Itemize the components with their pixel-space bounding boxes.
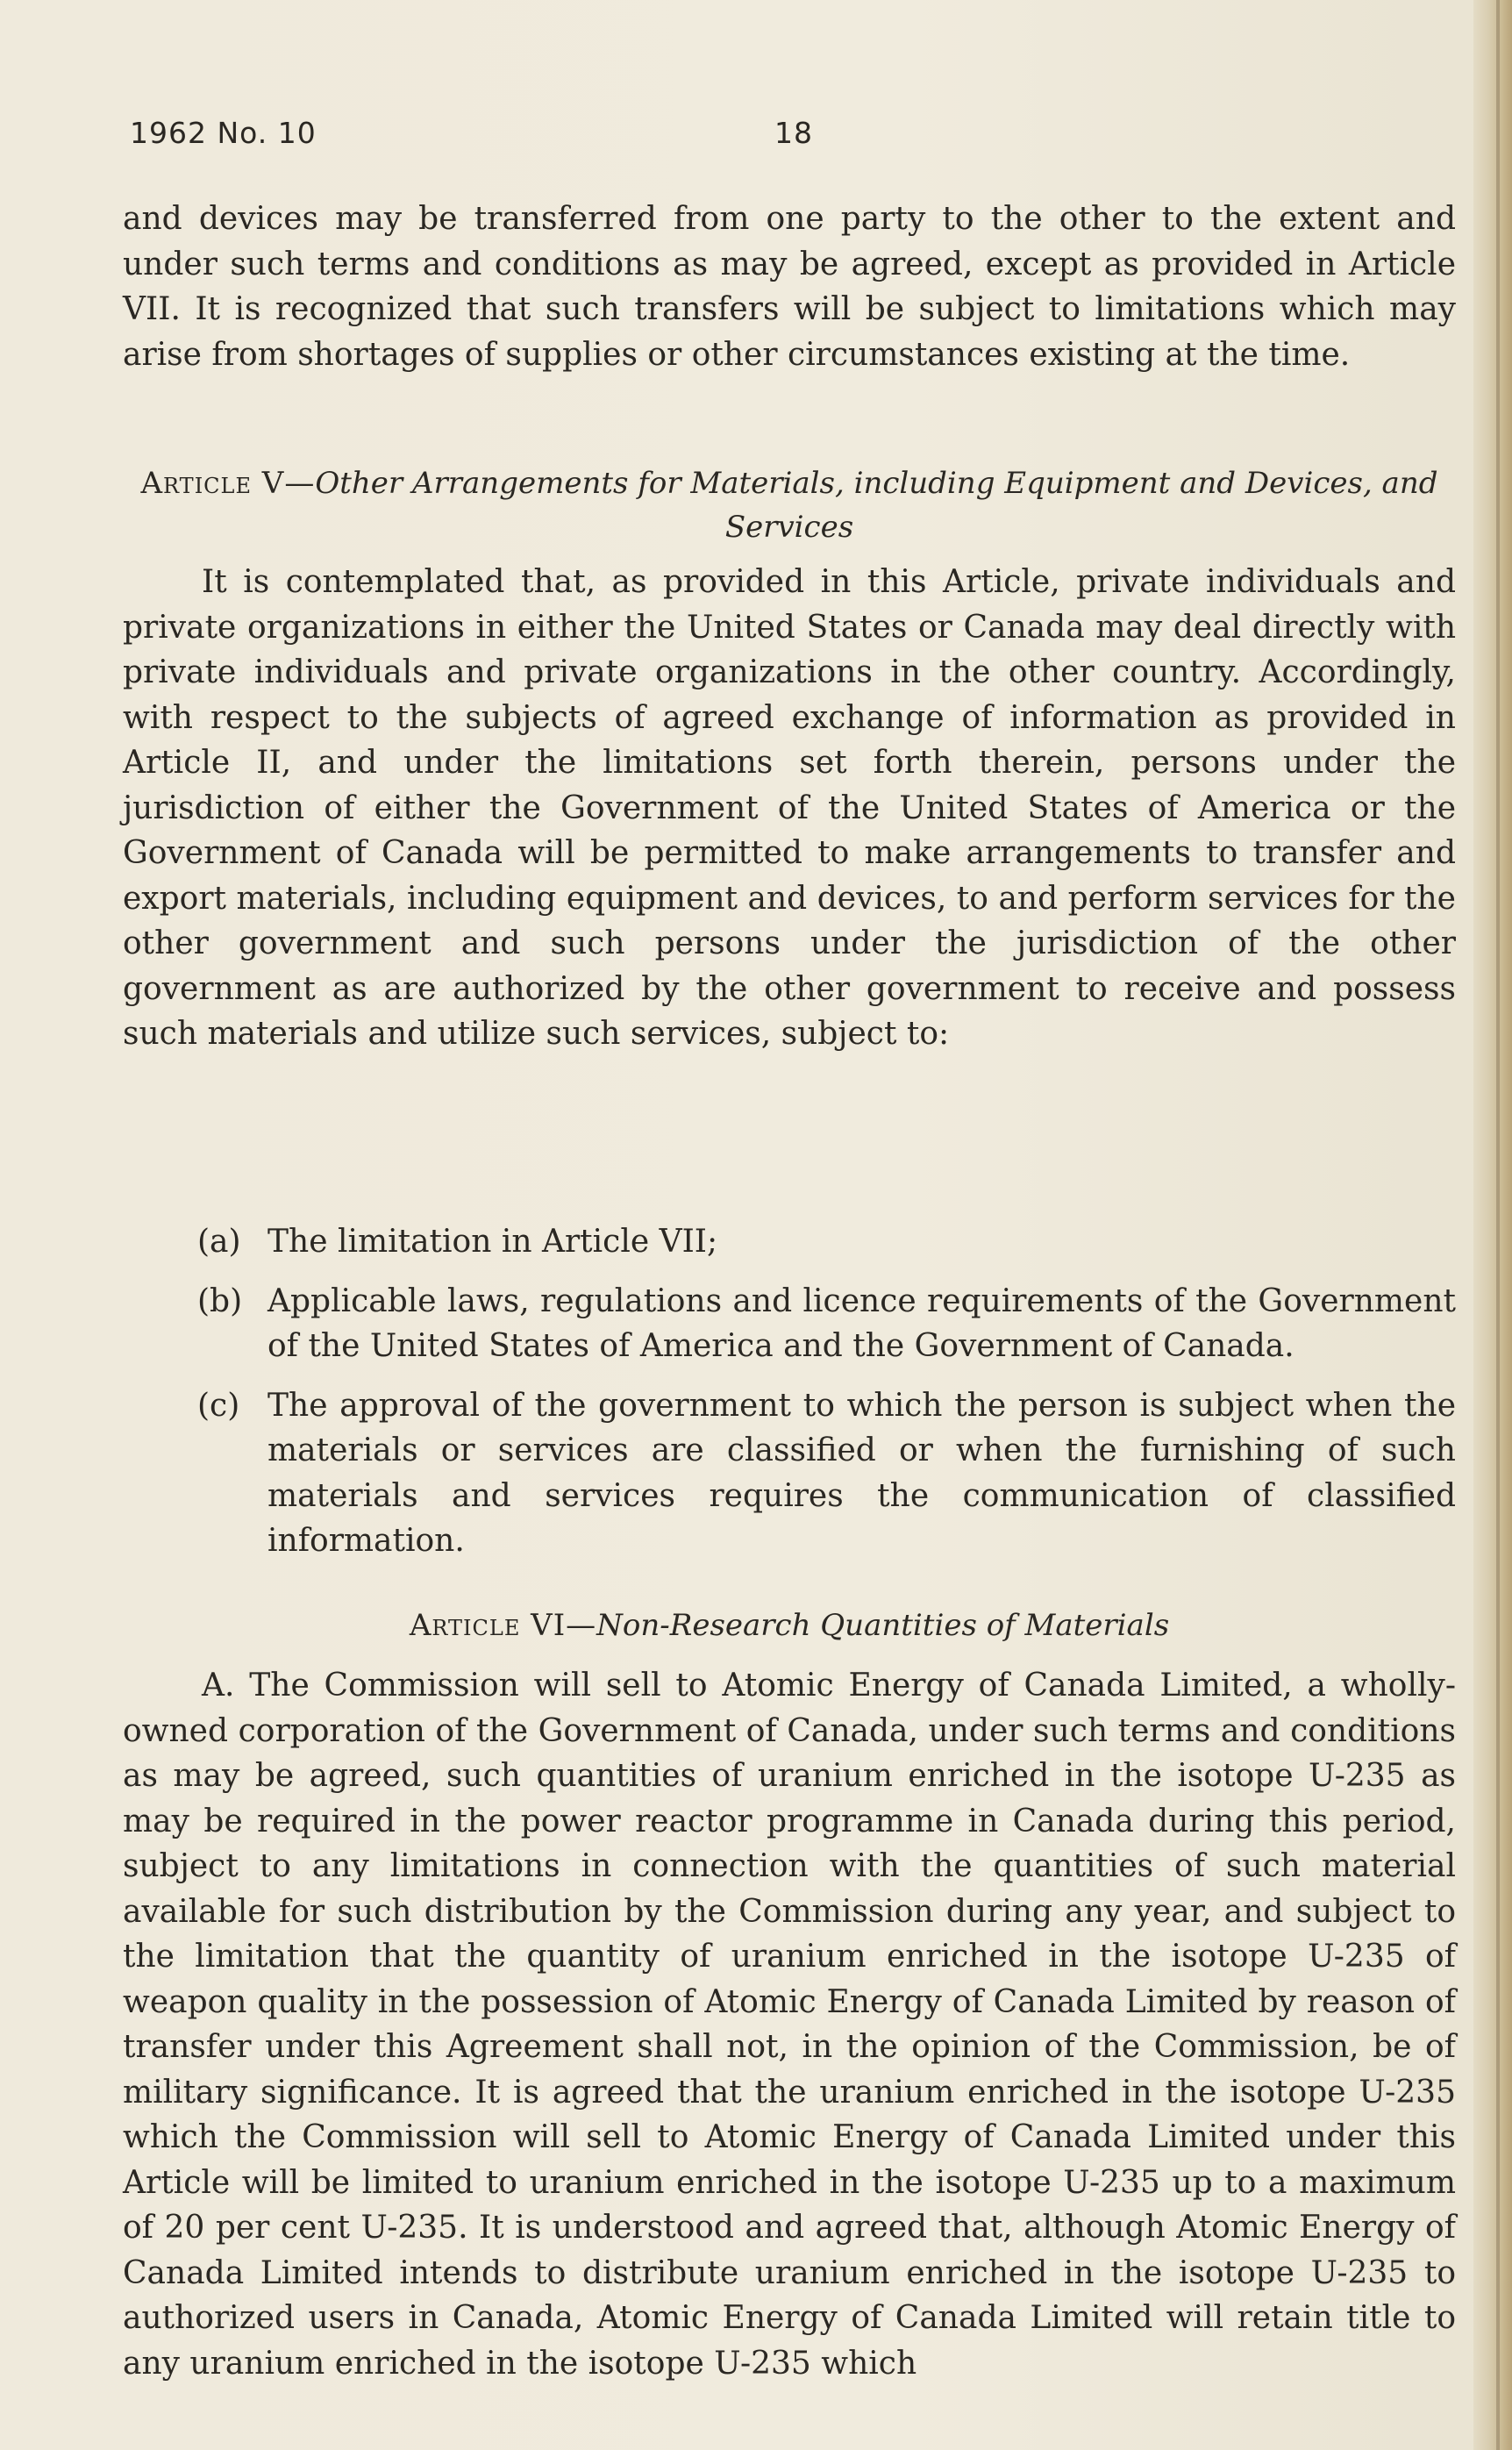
page-edge (1473, 0, 1512, 2450)
list-item-label: (a) (197, 1224, 241, 1260)
article-v-label: Article V— (140, 466, 316, 501)
list-item-text: Applicable laws, regulations and licence requirements of the Government of the United States of America and the Government of Canada. (267, 1282, 1456, 1364)
list-item-text: The limitation in Article VII; (267, 1224, 718, 1260)
list-item (197, 1219, 1456, 1265)
article-v-heading (140, 461, 1438, 549)
list-item-label: (b) (197, 1282, 243, 1319)
article-v-title: Other Arrangements for Materials, including Equipment and Devices, and Services (315, 466, 1438, 545)
article-vi-paragraph: A. The Commission will sell to Atomic Energy of Canada Limited, a wholly-owned corporation of the Government of Canada, under such terms and conditions as may be agreed, such quantities of uranium enriched in the isotope U-235 as may be required in the power reactor programme in Canada during this period, subject to any limitations in connection with the quantities of such material available for such distribution by the Commission during any year, and subject to the limitation that the quantity of uranium enriched in the isotope U-235 of weapon quality in the possession of Atomic Energy of Canada Limited by reason of transfer under this Agreement shall not, in the opinion of the Commission, be of military significance. It is agreed that the uranium enriched in the isotope U-235 which the Commission will sell to Atomic Energy of Canada Limited under this Article will be limited to uranium enriched in the isotope U-235 up to a maximum of 20 per cent U-235. It is understood and agreed that, although Atomic Energy of Canada Limited intends to distribute uranium enriched in the isotope U-235 to authorized users in Canada, Atomic Energy of Canada Limited will retain title to any uranium enriched in the isotope U-235 which (123, 1668, 1456, 2382)
article-vi-title: Non-Research Quantities of Materials (596, 1608, 1170, 1643)
article-v-paragraph: It is contemplated that, as provided in this Article, private individuals and private organizations in either the United States or Canada may deal directly with private individuals and private organizations in the other country. Accordingly, with respect to the subjects of agreed exchange of information as provided in Article II, and under the limitations set forth therein, persons under the jurisdiction of either the Government of the United States of America or the Government of Canada will be permitted to make arrangements to transfer and export materials, including equipment and devices, to and perform services for the other government and such persons under the jurisdiction of the other government as are authorized by the other government to receive and possess such materials and utilize such services, subject to: (123, 564, 1456, 1052)
list-item-text: The approval of the government to which the person is subject when the materials or services are classified or when the furnishing of such materials and services requires the communication of classified information. (267, 1387, 1456, 1559)
article-v-conditions (197, 1219, 1456, 1578)
list-item (197, 1383, 1456, 1564)
binding-line (1496, 0, 1500, 2450)
continuation-paragraph: and devices may be transferred from one party to the other to the extent and under such terms and conditions as may be agreed, except as provided in Article VII. It is recognized that such transfers will be subject to limitations which may arise from shortages of supplies or other circumstances existing at the time. (123, 201, 1456, 373)
page-header (130, 116, 813, 150)
article-vi-label: Article VI— (409, 1608, 597, 1643)
header-year-number: 1962 No. 10 (130, 116, 317, 150)
list-item (197, 1279, 1456, 1369)
page-number: 18 (774, 116, 813, 150)
list-item-label: (c) (197, 1387, 240, 1424)
article-vi-heading (140, 1604, 1438, 1647)
